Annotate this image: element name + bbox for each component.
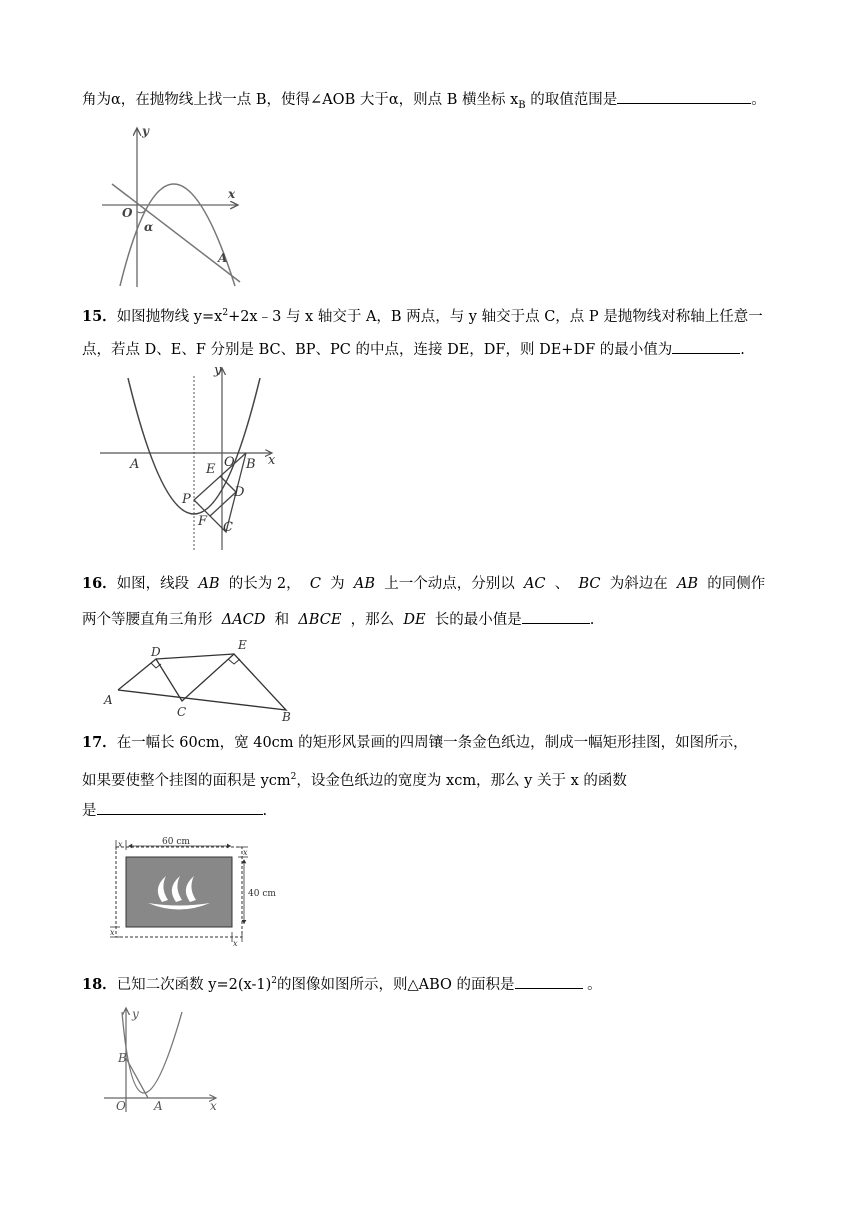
q17-label-x-2: x xyxy=(243,848,248,857)
q16-line-de xyxy=(156,654,234,659)
q15-label-f: F xyxy=(198,514,208,529)
q16-ab-1: AB xyxy=(198,576,220,592)
q17-text-2a: 如果要使整个挂图的面积是 ycm xyxy=(82,772,291,789)
q17-line-1 xyxy=(82,733,748,753)
q16-de: DE xyxy=(403,612,426,628)
q16-acd: ΔACD xyxy=(221,612,266,628)
q14-text-2: 的取值范围是 xyxy=(530,92,618,108)
q17-label-x-4: x xyxy=(233,939,238,948)
q16-answer-blank[interactable] xyxy=(522,609,590,624)
q17-text-1: 在一幅长 60cm，宽 40cm 的矩形风景画的四周镶一条金色纸边，制成一幅矩形挂图，如图所示， xyxy=(116,735,748,751)
q15-label-y: y xyxy=(214,363,222,378)
q15-line-1 xyxy=(82,303,763,327)
q14-angle-mark xyxy=(137,210,145,213)
q14-end: 。 xyxy=(751,92,766,108)
q16-t11: 长的最小值是 xyxy=(434,612,522,628)
q14-label-y: y xyxy=(142,124,149,138)
q14-label-x: x xyxy=(228,187,236,201)
q16-ab-2: AB xyxy=(353,576,376,592)
q15-label-x: x xyxy=(268,453,276,468)
q16-bc: BC xyxy=(578,576,601,592)
q15-label-b: B xyxy=(246,457,256,472)
q17-sup: 2 xyxy=(290,772,297,782)
q16-t1: 如图，线段 xyxy=(116,576,190,592)
q17-figure xyxy=(102,836,282,948)
q15-label-e: E xyxy=(206,462,216,477)
q14-figure xyxy=(100,122,250,290)
q16-label-e: E xyxy=(238,640,247,652)
q14-text: 角为α，在抛物线上找一点 B，使得∠AOB 大于α，则点 B 横坐标 x xyxy=(82,92,519,108)
q17-label-width: 60 cm xyxy=(162,837,190,847)
q18-label-x: x xyxy=(210,1099,217,1113)
q16-label-b: B xyxy=(282,710,291,724)
q17-answer-blank[interactable] xyxy=(97,800,263,815)
q14-text-line xyxy=(82,89,766,116)
q14-sub: B xyxy=(518,99,526,111)
q18-number: 18． xyxy=(82,975,117,993)
q16-outline xyxy=(118,654,286,710)
q16-right-angle-e xyxy=(228,659,240,664)
q16-label-a: A xyxy=(104,693,113,707)
q15-text-1a: 如图抛物线 y=x xyxy=(116,308,223,325)
q15-text-2: 点，若点 D、E、F 分别是 BC、BP、PC 的中点，连接 DE，DF，则 DE+DF 的最小值为 xyxy=(82,342,673,358)
q17-line-3 xyxy=(82,800,267,821)
q18-text-1b: 的图像如图所示，则△ABO 的面积是 xyxy=(276,976,515,993)
q16-figure xyxy=(100,640,300,725)
q16-line-1 xyxy=(82,574,765,594)
q16-t5: 、 xyxy=(554,576,570,592)
q17-label-x-1: x xyxy=(118,840,123,849)
q14-label-alpha: α xyxy=(144,220,154,234)
q18-text-1a: 已知二次函数 y=2(x-1) xyxy=(116,976,272,993)
q16-number: 16． xyxy=(82,575,117,592)
q16-t7: 的同侧作 xyxy=(707,576,766,592)
q15-sup: 2 xyxy=(222,308,229,318)
q16-c: C xyxy=(309,576,321,592)
q14-line-oa xyxy=(112,184,240,282)
q16-bce: ΔBCE xyxy=(298,612,342,628)
q17-label-height: 40 cm xyxy=(248,889,276,899)
q15-figure xyxy=(100,362,285,552)
q15-end: . xyxy=(740,342,745,358)
q15-label-a: A xyxy=(130,457,140,472)
q17-text-3: 是 xyxy=(82,803,97,819)
q18-line-ab xyxy=(126,1058,148,1098)
q15-number: 15． xyxy=(82,307,117,325)
q14-answer-blank[interactable] xyxy=(617,89,751,104)
q16-t8: 两个等腰直角三角形 xyxy=(82,612,213,628)
q15-text-1b: +2x﹣3 与 x 轴交于 A，B 两点，与 y 轴交于点 C，点 P 是抛物线对称轴上任意一 xyxy=(228,308,763,325)
q16-t10: ，那么 xyxy=(350,612,395,628)
q18-parabola xyxy=(122,1012,182,1093)
q15-label-p: P xyxy=(182,492,191,507)
q15-line-2 xyxy=(82,339,745,360)
q17-text-2b: ，设金色纸边的宽度为 xcm，那么 y 关于 x 的函数 xyxy=(296,772,627,789)
q16-t2: 的长为 2， xyxy=(228,576,301,592)
q16-label-d: D xyxy=(151,645,161,659)
q17-painting xyxy=(126,857,232,927)
q18-figure xyxy=(100,1004,225,1116)
q14-label-o: O xyxy=(122,206,133,220)
q16-ab-3: AB xyxy=(676,576,699,592)
q18-label-o: O xyxy=(116,1099,126,1113)
q15-line-df xyxy=(210,492,236,516)
q15-label-o: O xyxy=(224,455,235,470)
q16-t3: 为 xyxy=(330,576,345,592)
q18-line-1 xyxy=(82,971,602,995)
q18-end: 。 xyxy=(582,976,602,993)
q15-answer-blank[interactable] xyxy=(672,339,740,354)
q18-answer-blank[interactable] xyxy=(515,974,583,989)
q14-label-a: A xyxy=(218,251,228,265)
q16-t9: 和 xyxy=(274,612,290,628)
q16-t4: 上一个动点，分别以 xyxy=(384,576,515,592)
q17-number: 17． xyxy=(82,734,117,751)
q15-label-c: C xyxy=(223,520,233,535)
q15-label-d: D xyxy=(234,485,245,500)
q17-end: . xyxy=(262,803,268,819)
q16-line-2 xyxy=(82,609,594,630)
q18-label-a: A xyxy=(154,1099,163,1113)
q16-ac: AC xyxy=(523,576,546,592)
q17-label-x-3: x xyxy=(110,928,115,937)
q16-label-c: C xyxy=(177,705,187,719)
q16-t6: 为斜边在 xyxy=(609,576,668,592)
q18-sup: 2 xyxy=(271,976,277,986)
q17-line-2 xyxy=(82,767,627,791)
q18-label-y: y xyxy=(132,1007,139,1021)
q18-label-b: B xyxy=(118,1051,127,1065)
q16-end: . xyxy=(589,612,595,628)
